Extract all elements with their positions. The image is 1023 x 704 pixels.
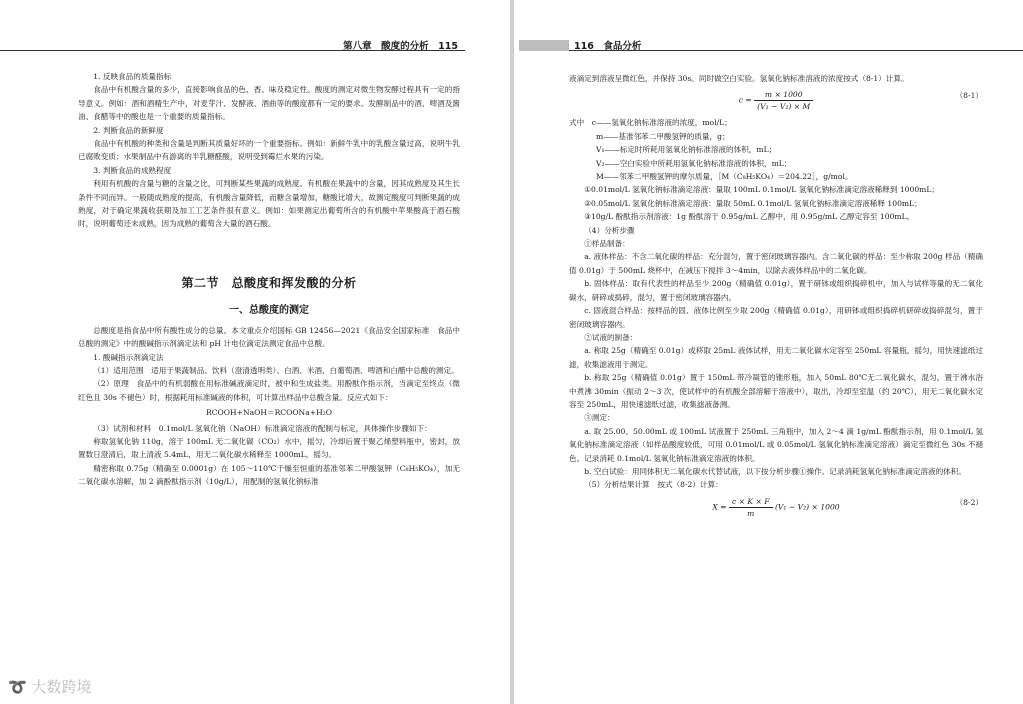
paragraph: a. 称取 25g（精确至 0.01g）或移取 25mL 液体试样，用无二氧化碳水定容至 250mL 容量瓶，摇匀，用快速滤纸过滤，收集滤液用于测定。	[569, 346, 983, 369]
heading-sample-prep: ①样品制备：	[584, 239, 630, 249]
variable-definition: M——邻苯二甲酸氢钾的摩尔质量，［M（C₈H₅KO₄）＝204.22］，g/mol。	[596, 172, 853, 182]
equation-denominator: m	[747, 508, 755, 518]
watermark	[8, 676, 91, 697]
heading-maturity: 3. 判断食品的成熟程度	[93, 165, 172, 175]
heading-indicator-titration: 1. 酸碱指示剂滴定法	[93, 352, 164, 362]
equation-label: （8-1）	[955, 91, 983, 101]
paragraph: 总酸度是指食品中所有酸性成分的总量。本文重点介绍国标 GB 12456—2021《食品安全国家标准 食品中总酸的测定》中的酸碱指示剂滴定法和 pH 计电位滴定法测定食品中总酸。	[78, 325, 460, 349]
equation-denominator: (V₁ − V₂) × M	[757, 102, 811, 112]
equation-lhs: c =	[738, 95, 752, 105]
left-page-content	[78, 70, 460, 489]
paragraph: ①0.01mol/L 氢氧化钠标准滴定溶液：量取 100mL 0.1mol/L 氢氧化钠标准滴定溶液稀释到 1000mL；	[584, 185, 939, 195]
variable-definition: V₁——标定时所耗用氢氧化钠标准溶液的体积，mL；	[596, 145, 777, 155]
equation-label: （8-2）	[955, 497, 983, 507]
paragraph: a. 取 25.00、50.00mL 或 100mL 试液置于 250mL 三角瓶中，加入 2～4 滴 1g/mL 酚酞指示剂，用 0.1mol/L 氢氧化钠标准滴定溶液（如样品酸度较低，可用 0.01mol/L 或 0.05mol/L 氢氧化钠标准滴定溶液）滴定至微红色 30s 不褪色。记录消耗 0.1mol/L 氢氧化钠标准滴定溶液的体积。	[569, 426, 983, 463]
heading-determination: ③测定：	[584, 413, 615, 423]
right-page-header: 116 食品分析	[574, 41, 642, 52]
variable-definition: V₂——空白实验中所耗用氢氧化钠标准溶液的体积，mL；	[596, 158, 792, 168]
equation-8-1	[569, 89, 983, 112]
equation-numerator: m × 1000	[754, 89, 813, 101]
equation-numerator: c × K × F	[729, 496, 773, 508]
paragraph: b. 固体样品：取有代表性的样品至少 200g（精确值 0.01g），置于研钵或组织捣碎机中，加入与试样等量的无二氧化碳水，研碎或捣碎，混匀，置于密闭玻璃容器内。	[569, 279, 983, 302]
heading-freshness: 2. 判断食品的新鲜度	[93, 125, 164, 135]
heading-analysis-steps: （4）分析步骤	[584, 225, 635, 235]
equation-lhs: X =	[712, 502, 727, 512]
equation-fraction	[754, 89, 813, 112]
heading-quality-indicator: 1. 反映食品的质量指标	[93, 72, 172, 81]
header-block	[519, 40, 569, 51]
paragraph: b. 称取 25g（精确值 0.01g）置于 150mL 带冷凝管的锥形瓶，加入 50mL 80℃无二氧化碳水，混匀，置于沸水浴中煮沸 30min（振动 2～3 次，使试样中的有机酸全部溶解于溶液中），取出，冷却至室温（约 20℃），用无二氧化碳水定容至 250mL，用快速滤纸过滤，收集滤液备测。	[569, 373, 983, 409]
paragraph: ②0.05mol/L 氢氧化钠标准滴定溶液：量取 50mL 0.1mol/L 氢氧化钠标准滴定溶液稀释 100mL；	[584, 198, 922, 208]
paragraph: 精密称取 0.75g（精确至 0.0001g）在 105～110℃干燥至恒重的基准邻苯二甲酸氢钾（C₈H₅KO₄），加无二氧化碳水溶解，加 2 滴酚酞指示剂（10g/L），用配制的氢氧化钠标准	[78, 463, 460, 487]
paragraph: （3）试剂和材料 0.1mol/L 氢氧化钠（NaOH）标准滴定溶液的配制与标定，具体操作步骤如下：	[93, 423, 432, 433]
variable-definition: 式中 c——氢氧化钠标准溶液的浓度，mol/L；	[569, 118, 732, 128]
watermark-logo-icon: ➰	[8, 678, 27, 696]
left-page	[0, 0, 510, 704]
paragraph: c. 固液混合样品：按样品的固、液体比例至少取 200g（精确值 0.01g），用研钵或组织捣碎机研碎或捣碎混匀，置于密闭玻璃容器内。	[569, 306, 983, 329]
paragraph: （1）适用范围 适用于果蔬制品、饮料（澄清透明类）、白酒、米酒、白葡萄酒、啤酒和白醋中总酸的测定。	[93, 365, 459, 375]
right-page-content	[569, 72, 983, 523]
paragraph: 称取氢氧化钠 110g，溶于 100mL 无二氧化碳（CO₂）水中，摇匀，冷却后置于聚乙烯塑料瓶中，密封，放置数日澄清后，取上清液 5.4mL，用无二氧化碳水稀释至 1000mL，摇匀。	[78, 436, 460, 460]
paragraph: a. 液体样品：不含二氧化碳的样品：充分混匀，置于密闭玻璃容器内。含二氧化碳的样品：至少称取 200g 样品（精确值 0.01g）于 500mL 烧杯中，在减压下搅拌 3～4min，以除去液体样品中的二氧化碳。	[569, 252, 983, 275]
left-page-header: 第八章 酸度的分析 115	[343, 41, 458, 52]
reaction-equation: RCOOH+NaOH＝RCOONa+H₂O	[206, 408, 332, 418]
section-title: 第二节 总酸度和挥发酸的分析	[181, 275, 357, 290]
heading-result-calc: （5）分析结果计算 按式（8-2）计算：	[584, 480, 723, 490]
paragraph: 利用有机酸的含量与糖的含量之比，可判断某些果蔬的成熟度。有机酸在果蔬中的含量，因其成熟度及其生长条件不同而异。一般随成熟度的提高，有机酸含量降低，而糖含量增加，糖酸比增大，故测定酸度可判断果蔬的成熟度，对于确定果蔬收获期及加工工艺条件很有意义。例如：如果测定出葡萄所含的有机酸中苹果酸高于酒石酸时，说明葡萄还未成熟，因为成熟的葡萄含大量的酒石酸。	[78, 179, 460, 229]
equation-fraction	[729, 496, 773, 519]
watermark-text: 大数跨境	[31, 678, 92, 696]
heading-solution-prep: ②试液的制备：	[584, 332, 638, 342]
subsection-title: 一、总酸度的测定	[229, 305, 309, 317]
paragraph: b. 空白试验：用同体积无二氧化碳水代替试液，以下按分析步骤①操作。记录消耗氢氧化钠标准滴定溶液的体积。	[584, 466, 966, 476]
paragraph: 食品中有机酸的种类和含量是判断其质量好坏的一个重要指标。例如：新鲜牛乳中的乳酸含量过高，说明牛乳已腐败变质；水果制品中有游离的半乳糖醛酸，说明受到霉烂水果的污染。	[78, 139, 460, 162]
variable-definition: m——基准邻苯二甲酸氢钾的质量，g；	[596, 131, 730, 141]
paragraph: ③10g/L 酚酞指示剂溶液：1g 酚酞溶于 0.95g/mL 乙醇中，用 0.95g/mL 乙醇定容至 100mL。	[584, 212, 915, 222]
right-page	[514, 0, 1023, 704]
paragraph: 液滴定到溶液呈微红色，并保持 30s。同时做空白实验。氢氧化钠标准溶液的浓度按式（8-1）计算。	[569, 74, 909, 83]
equation-8-2	[569, 496, 983, 519]
equation-tail: (V₁ − V₂) × 1000	[774, 502, 840, 512]
paragraph: （2）原理 食品中的有机弱酸在用标准碱液滴定时，被中和生成盐类。用酚酞作指示剂，当滴定至终点（微红色且 30s 不褪色）时，根据耗用标准碱液的体积，可计算出样品中总酸含量。反应式如下：	[78, 379, 460, 402]
paragraph: 食品中有机酸含量的多少，直接影响食品的色、香、味及稳定性。酸度的测定对微生物发酵过程具有一定的指导意义。例如：酒和酒精生产中，对麦芽汁、发酵液、酒曲等的酸度都有一定的要求。发酵制品中的酒、啤酒及酱油、食醋等中的酸也是一个重要的质量指标。	[78, 85, 460, 122]
